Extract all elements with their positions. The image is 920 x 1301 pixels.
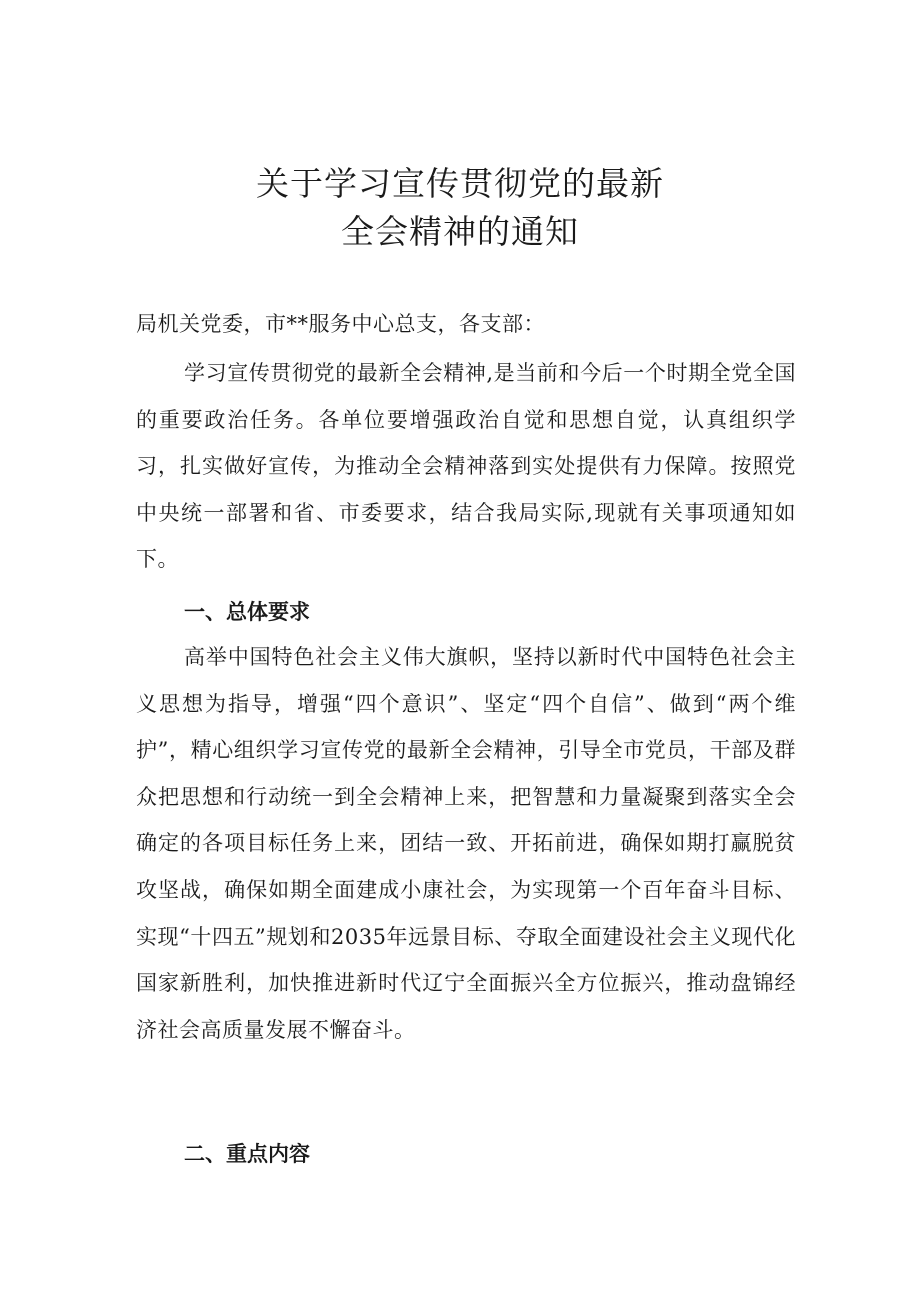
section-heading-key-content: 二、重点内容 <box>184 1142 310 1166</box>
general-requirements-paragraph: 高举中国特色社会主义伟大旗帜，坚持以新时代中国特色社会主义思想为指导，增强“四个意识”、坚定“四个自信”、做到“两个维护”，精心组织学习宣传党的最新全会精神，引导全市党员，干部及群众把思想和行动统一到全会精神上来，把智慧和力量凝聚到落实全会确定的各项目标任务上来，团结一致、开拓前进，确保如期打赢脱贫攻坚战，确保如期全面建成小康社会，为实现第一个百年奋斗目标、实现“十四五”规划和2035年远景目标、夺取全面建设社会主义现代化国家新胜利，加快推进新时代辽宁全面振兴全方位振兴，推动盘锦经济社会高质量发展不懈奋斗。 <box>136 645 796 1042</box>
document-title-line-2: 全会精神的通知 <box>341 212 579 251</box>
section-heading-general-requirements: 一、总体要求 <box>184 600 310 624</box>
document-title-line-1: 关于学习宣传贯彻党的最新 <box>256 164 664 203</box>
intro-paragraph: 学习宣传贯彻党的最新全会精神,是当前和今后一个时期全党全国的重要政治任务。各单位要增强政治自觉和思想自觉，认真组织学习，扎实做好宣传，为推动全会精神落到实处提供有力保障。按照党中央统一部署和省、市委要求，结合我局实际,现就有关事项通知如下。 <box>136 361 796 572</box>
salutation: 局机关党委，市**服务中心总支，各支部： <box>136 312 545 336</box>
